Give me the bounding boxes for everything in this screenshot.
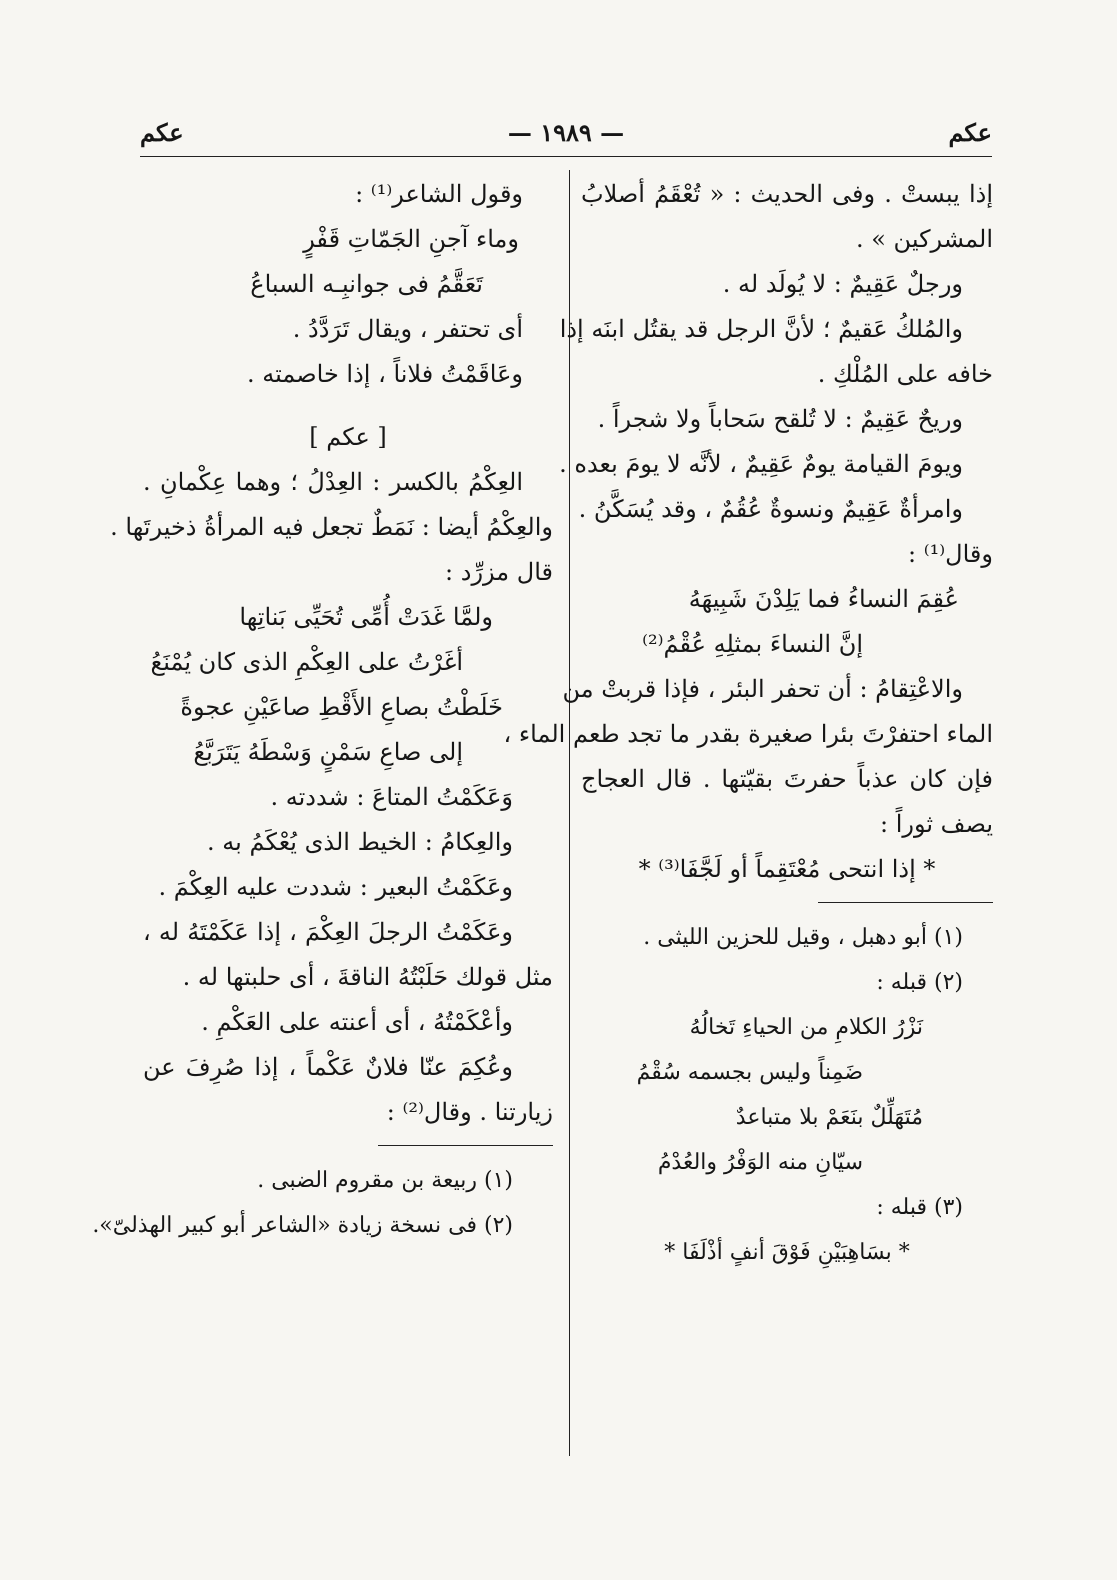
header-rule	[140, 156, 992, 157]
text-line: إذا يبستْ . وفى الحديث : « تُعْقَمُ أصلابُ	[581, 180, 993, 208]
text-line: المشركين » .	[855, 225, 993, 253]
text-line: وعَاقَمْتُ فلاناً ، إذا خاصمته .	[247, 360, 523, 388]
verse-hemistich: ولمَّا غَدَتْ أُمِّى تُحَيِّى بَناتِها	[239, 603, 493, 631]
text-line: والمُلكُ عَقيمٌ ؛ لأنَّ الرجل قد يقتُل ابنَه إذا	[559, 315, 963, 343]
text-line: وَعَكَمْتُ المتاعَ : شددته .	[270, 783, 513, 811]
text-line: وقول الشاعر⁽¹⁾ :	[355, 180, 523, 208]
text-line: والاعْتِقامُ : أن تحفر البئر ، فإذا قربتْ من	[562, 675, 963, 703]
verse-hemistich: تَعَقَّمُ فى جوانبِـه السباعُ	[250, 270, 483, 298]
page-number: — ١٩٨٩ —	[507, 118, 625, 147]
footnote: (٢) قبله :	[876, 970, 963, 995]
verse-hemistich: عُقِمَ النساءُ فما يَلِدْنَ شَبِيهَهُ	[688, 585, 959, 613]
text-line: قال مزرِّد :	[445, 558, 553, 586]
text-line: ويومَ القيامة يومٌ عَقِيمٌ ، لأنَّه لا يومَ بعده .	[559, 450, 963, 478]
footnote: (١) أبو دهبل ، وقيل للحزين الليثى .	[643, 925, 963, 950]
verse-hemistich: أغَرْتُ على العِكْمِ الذى كان يُمْنَعُ	[150, 648, 463, 676]
verse-hemistich: إلى صاعِ سَمْنٍ وَسْطَهُ يَتَرَبَّعُ	[193, 738, 463, 766]
running-headword-right: عكم	[948, 118, 992, 147]
text-line: العِكْمُ بالكسر : العِدْلُ ؛ وهما عِكْمانِ .	[143, 468, 523, 496]
text-line: ورجلٌ عَقِيمٌ : لا يُولَد له .	[722, 270, 963, 298]
text-line: أى تحتفر ، ويقال تَرَدَّدُ .	[292, 315, 523, 343]
text-line: وعَكَمْتُ الرجلَ العِكْمَ ، إذا عَكَمْتَهُ له ،	[143, 918, 513, 946]
text-line: الماء احتفرْتَ بئرا صغيرة بقدر ما تجد طعم الماء ،	[503, 720, 993, 748]
text-line: يصف ثوراً :	[879, 810, 993, 838]
text-line: والعِكْمُ أيضا : نَمَطٌ تجعل فيه المرأةُ ذخيرتَها .	[110, 513, 553, 541]
text-line: وأعْكَمْتُهُ ، أى أعنته على العَكْمِ .	[201, 1008, 513, 1036]
verse-hemistich: خَلَطْتُ بصاعِ الأَقْطِ صاعَيْنِ عجوةً	[180, 693, 503, 721]
text-line: وامرأةٌ عَقِيمٌ ونسوةٌ عُقُمٌ ، وقد يُسَكَّنُ .	[578, 495, 963, 523]
text-line: زيارتنا . وقال⁽²⁾ :	[386, 1098, 553, 1126]
text-line: مثل قولك حَلَبْتُهُ الناقةَ ، أى حلبتها له .	[182, 963, 553, 991]
section-headword: [ عكم ]	[309, 423, 387, 451]
right-column	[503, 172, 993, 1275]
footnote-verse: * بسَاهِبَيْنِ فَوْقَ أنفٍ أذْلَفَا *	[664, 1240, 910, 1265]
text-line: وعَكَمْتُ البعير : شددت عليه العِكْمَ .	[158, 873, 513, 901]
rajaz-verse: * إذا انتحى مُعْتَقِماً أو لَجَّفَا⁽³⁾ *	[638, 855, 936, 883]
footnote-verse: سيّانِ منه الوَفْرُ والعُدْمُ	[657, 1150, 863, 1175]
text-line: خافه على المُلْكِ .	[817, 360, 993, 388]
footnote-verse: ضَمِناً وليس بجسمه سُقْمُ	[636, 1060, 863, 1085]
column-divider	[569, 170, 570, 1456]
footnote-verse: نَزْرُ الكلامِ من الحياءِ تَخالُهُ	[689, 1015, 923, 1040]
footnote-rule	[818, 902, 993, 903]
footnote: (٢) فى نسخة زيادة «الشاعر أبو كبير الهذلىّ».	[92, 1213, 513, 1238]
text-line: والعِكامُ : الخيط الذى يُعْكَمُ به .	[207, 828, 513, 856]
text-line: وقال⁽¹⁾ :	[908, 540, 993, 568]
footnote: (١) ربيعة بن مقروم الضبى .	[257, 1168, 513, 1193]
verse-hemistich: إنَّ النساءَ بمثلِهِ عُقْمُ⁽²⁾	[642, 630, 863, 658]
text-line: فإن كان عذباً حفرتَ بقيّتها . قال العجاج	[581, 765, 993, 793]
footnote-verse: مُتَهَلِّلٌ بنَعَمْ بلا متباعدٌ	[735, 1105, 923, 1130]
verse-hemistich: وماء آجنِ الجَمّاتِ قَفْرٍ	[303, 225, 519, 253]
page-header	[140, 118, 992, 156]
running-headword-left: عكم	[140, 118, 184, 147]
text-line: وريحٌ عَقِيمٌ : لا تُلقح سَحاباً ولا شجراً .	[597, 405, 963, 433]
footnote: (٣) قبله :	[876, 1195, 963, 1220]
text-line: وعُكِمَ عنّا فلانٌ عَكْماً ، إذا صُرِفَ عن	[143, 1053, 513, 1081]
footnote-rule	[378, 1145, 553, 1146]
left-column	[92, 172, 553, 1248]
